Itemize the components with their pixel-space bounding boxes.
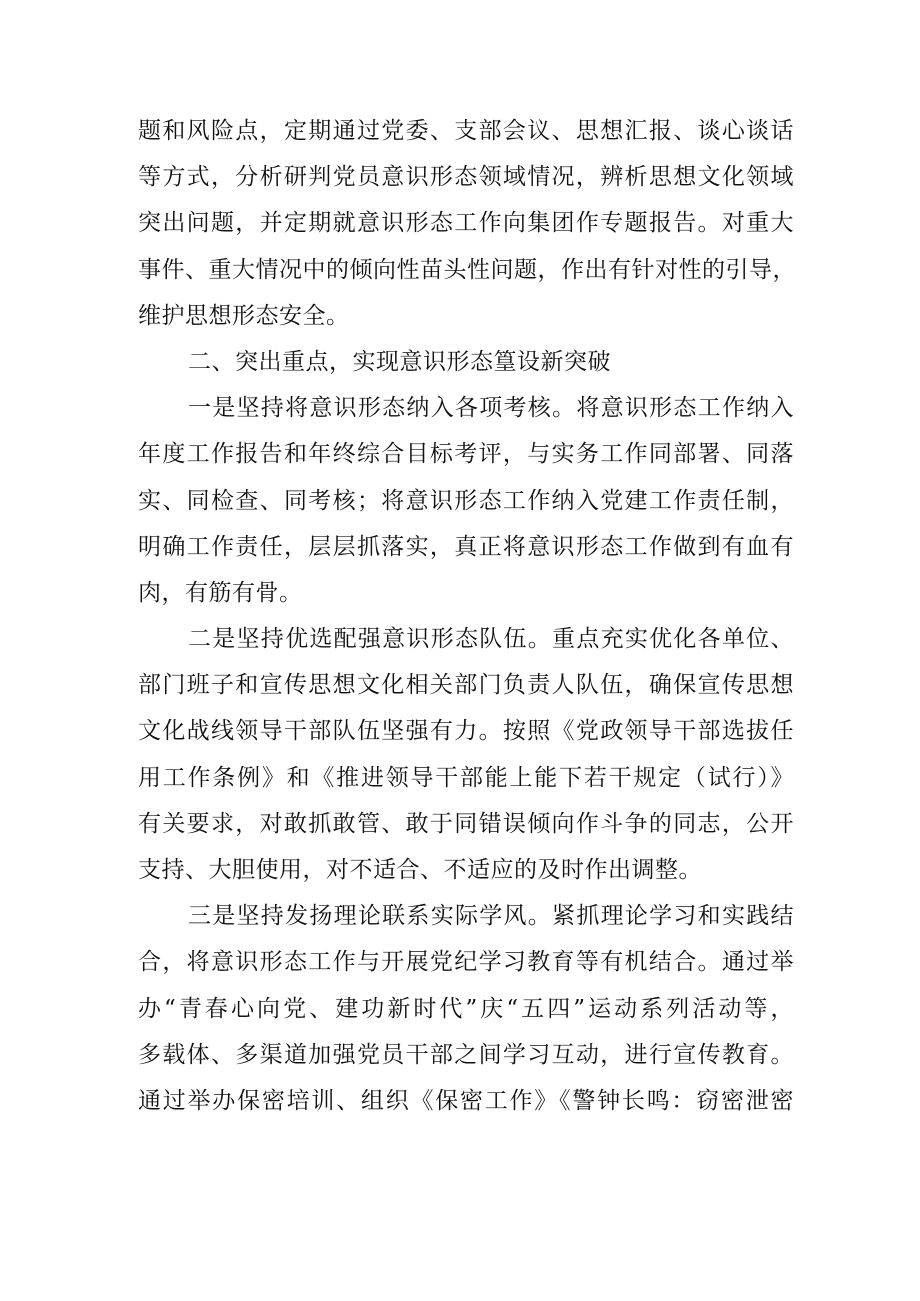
text-line: 用工作条例》和《推进领导干部能上能下若干规定（试行）》 xyxy=(138,764,794,791)
text-line: 明确工作责任，层层抓落实，真正将意识形态工作做到有血有 xyxy=(138,533,794,560)
document-body xyxy=(138,108,794,1124)
text-line: 题和风险点，定期通过党委、支部会议、思想汇报、谈心谈话 xyxy=(138,118,794,144)
text-line: 部门班子和宣传思想文化相关部门负责人队伍，确保宣传思想 xyxy=(138,672,794,699)
text-line: 有关要求，对敢抓敢管、敢于同错误倾向作斗争的同志，公开 xyxy=(138,810,794,837)
text-line: 肉，有筋有骨。 xyxy=(138,579,303,606)
text-line: 突出问题，并定期就意识形态工作向集团作专题报告。对重大 xyxy=(138,210,794,237)
text-line: 实、同检查、同考核；将意识形态工作纳入党建工作责任制， xyxy=(138,487,794,514)
paragraph-first-line: 一是坚持将意识形态纳入各项考核。将意识形态工作纳入 xyxy=(188,395,794,422)
text-line: 等方式，分析研判党员意识形态领域情况，辨析思想文化领域 xyxy=(138,164,794,191)
text-line: 通过举办保密培训、组织《保密工作》《警钟长鸣：窃密泄密 xyxy=(138,1087,794,1114)
paragraph-first-line: 三是坚持发扬理论联系实际学风。紧抓理论学习和实践结 xyxy=(188,903,794,930)
text-line: 支持、大胆使用，对不适合、不适应的及时作出调整。 xyxy=(138,857,702,883)
text-line: 多载体、多渠道加强党员干部之间学习互动，进行宣传教育。 xyxy=(138,1041,794,1068)
text-line: 合，将意识形态工作与开展党纪学习教育等有机结合。通过举 xyxy=(138,949,794,976)
text-line: 年度工作报告和年终综合目标考评，与实务工作同部署、同落 xyxy=(138,441,794,468)
text-line: 维护思想形态安全。 xyxy=(138,302,350,329)
text-line: 办“青春心向党、建功新时代”庆“五四”运动系列活动等， xyxy=(138,995,794,1022)
section-heading: 二、突出重点，实现意识形态篁设新突破 xyxy=(188,348,611,375)
text-line: 事件、重大情况中的倾向性苗头性问题，作出有针对性的引导， xyxy=(138,256,796,283)
paragraph-first-line: 二是坚持优选配强意识形态队伍。重点充实优化各单位、 xyxy=(188,626,794,653)
text-line: 文化战线领导干部队伍坚强有力。按照《党政领导干部选拔任 xyxy=(138,718,794,745)
